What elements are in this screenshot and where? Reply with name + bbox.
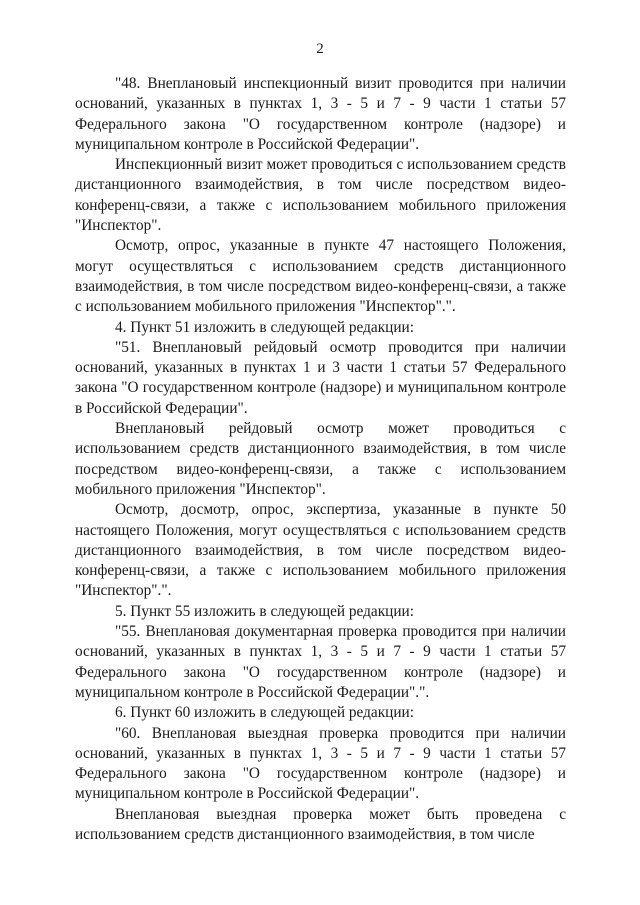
paragraph-48: "48. Внеплановый инспекционный визит проводится при наличии оснований, указанных в пунктах 1, 3 - 5 и 7 - 9 части 1 статьи 57 Федерального закона "О государственном контроле (надзоре) и муниципальном контроле в Российской Федерации". bbox=[75, 75, 566, 153]
paragraph-inspection-remote: Инспекционный визит может проводиться с использованием средств дистанционного взаимодействия, в том числе посредством видео-конференц-связи, а также с использованием мобильного приложения "Инспектор". bbox=[75, 156, 566, 235]
paragraph-item-5: 5. Пункт 55 изложить в следующей редакции: bbox=[115, 602, 414, 620]
paragraph-inspection-survey: Осмотр, опрос, указанные в пункте 47 настоящего Положения, могут осуществляться с использованием средств дистанционного взаимодействия, в том числе посредством видео-конференц-связи, а также с использованием мобильного приложения "Инспектор".". bbox=[75, 237, 566, 316]
paragraph-raid-remote: Внеплановый рейдовый осмотр может проводиться с использованием средств дистанционного взаимодействия, в том числе посредством видео-конференц-связи, а также с использованием мобильного приложения "Инспектор". bbox=[75, 420, 566, 498]
paragraph-item-6: 6. Пункт 60 изложить в следующей редакции: bbox=[115, 704, 414, 722]
document-body bbox=[75, 74, 566, 845]
paragraph-60: "60. Внеплановая выездная проверка проводится при наличии оснований, указанных в пунктах 1, 3 - 5 и 7 - 9 части 1 статьи 57 Федерального закона "О государственном контроле (надзоре) и муниципальном контроле в Российской Федерации". bbox=[75, 724, 566, 803]
page-number: 2 bbox=[316, 41, 324, 57]
paragraph-51: "51. Внеплановый рейдовый осмотр проводится при наличии оснований, указанных в пунктах 1 и 3 части 1 статьи 57 Федерального закона "О государственном контроле (надзоре) и муниципальном контроле в Российской Федерации". bbox=[75, 338, 566, 417]
paragraph-raid-survey: Осмотр, досмотр, опрос, экспертиза, указанные в пункте 50 настоящего Положения, могут осуществляться с использованием средств дистанционного взаимодействия, в том числе посредством видео-конференц-связи, а также с использованием мобильного приложения "Инспектор".". bbox=[75, 501, 566, 600]
paragraph-onsite-remote: Внеплановая выездная проверка может быть проведена с использованием средств дистанционного взаимодействия, в том числе bbox=[75, 805, 566, 843]
paragraph-item-4: 4. Пункт 51 изложить в следующей редакции: bbox=[115, 318, 414, 336]
paragraph-55: "55. Внеплановая документарная проверка проводится при наличии оснований, указанных в пунктах 1, 3 - 5 и 7 - 9 части 1 статьи 57 Федерального закона "О государственном контроле (надзоре) и муниципальном контроле в Российской Федерации".". bbox=[75, 623, 566, 701]
